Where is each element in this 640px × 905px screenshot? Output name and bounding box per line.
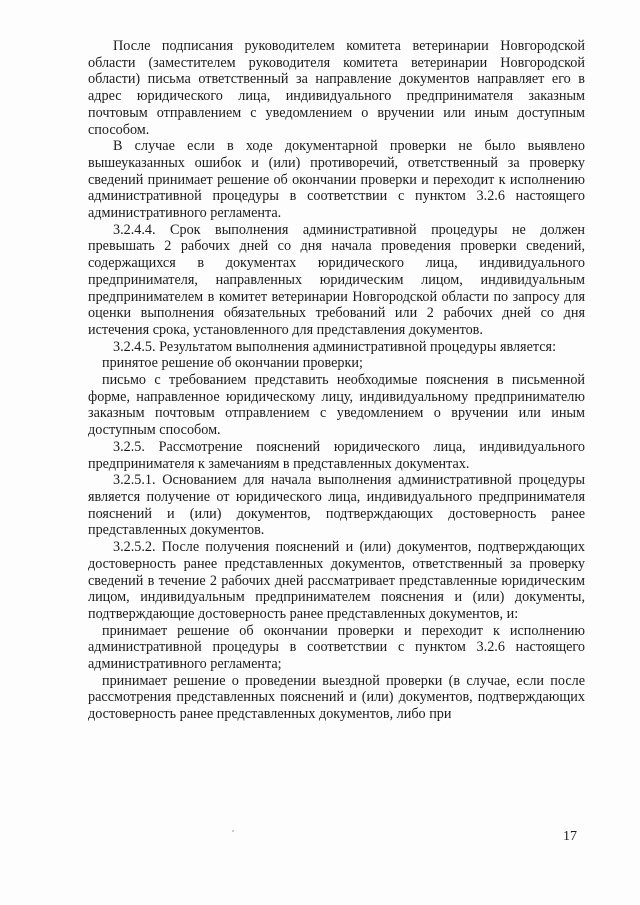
paragraph: 3.2.5.2. После получения пояснений и (или) документов, подтверждающих достоверность ранее представленных документов, ответственный за проверку сведений в течение 2 рабочих дней рассматривает представленные юридическим лицом, индивидуальным предпринимателем пояснения и (или) документы, подтверждающие достоверность ранее представленных документов, и: bbox=[88, 539, 585, 622]
paragraph: После подписания руководителем комитета ветеринарии Новгородской области (заместителем руководителя комитета ветеринарии Новгородской области) письма ответственный за направление документов направляет его в адрес юридического лица, индивидуального предпринимателя заказным почтовым отправлением с уведомлением о вручении или иным доступным способом. bbox=[88, 38, 585, 138]
section-heading: 3.2.5. Рассмотрение пояснений юридического лица, индивидуального предпринимателя к замечаниям в представленных документах. bbox=[88, 438, 585, 472]
list-item: принятое решение об окончании проверки; bbox=[102, 355, 363, 372]
paragraph: В случае если в ходе документарной проверки не было выявлено вышеуказанных ошибок и (или) противоречий, ответственный за проверку сведений принимает решение об окончании проверки и переходит к исполнению административной процедуры в соответствии с пунктом 3.2.6 настоящего административного регламента. bbox=[88, 138, 585, 222]
list-item: письмо с требованием представить необходимые пояснения в письменной форме, направленное юридическому лицу, индивидуальному предпринимателю заказным почтовым отправлением с уведомлением о вручении или иным доступным способом. bbox=[88, 372, 585, 439]
paragraph: 3.2.4.4. Срок выполнения административной процедуры не должен превышать 2 рабочих дней со дня начала проведения проверки сведений, содержащихся в документах юридического лица, индивидуального предпринимателя, направленных юридическим лицом, индивидуальным предпринимателем в комитет ветеринарии Новгородской области по запросу для оценки выполнения обязательных требований или 2 рабочих дней со дня истечения срока, установленного для представления документов. bbox=[88, 221, 585, 338]
document-body bbox=[88, 38, 585, 723]
paragraph: 3.2.5.1. Основанием для начала выполнения административной процедуры является получение от юридического лица, индивидуального предпринимателя пояснений и (или) документов, подтверждающих достоверность ранее представленных документов. bbox=[88, 472, 585, 539]
page-number: 17 bbox=[563, 829, 577, 844]
list-item: принимает решение об окончании проверки и переходит к исполнению административной процедуры в соответствии с пунктом 3.2.6 настоящего административного регламента; bbox=[88, 622, 585, 673]
paragraph: 3.2.4.5. Результатом выполнения административной процедуры является: bbox=[113, 338, 557, 355]
scan-speck bbox=[232, 830, 234, 832]
list-item: принимает решение о проведении выездной проверки (в случае, если после рассмотрения представленных пояснений и (или) документов, подтверждающих достоверность ранее представленных документов, либо при bbox=[88, 672, 585, 723]
